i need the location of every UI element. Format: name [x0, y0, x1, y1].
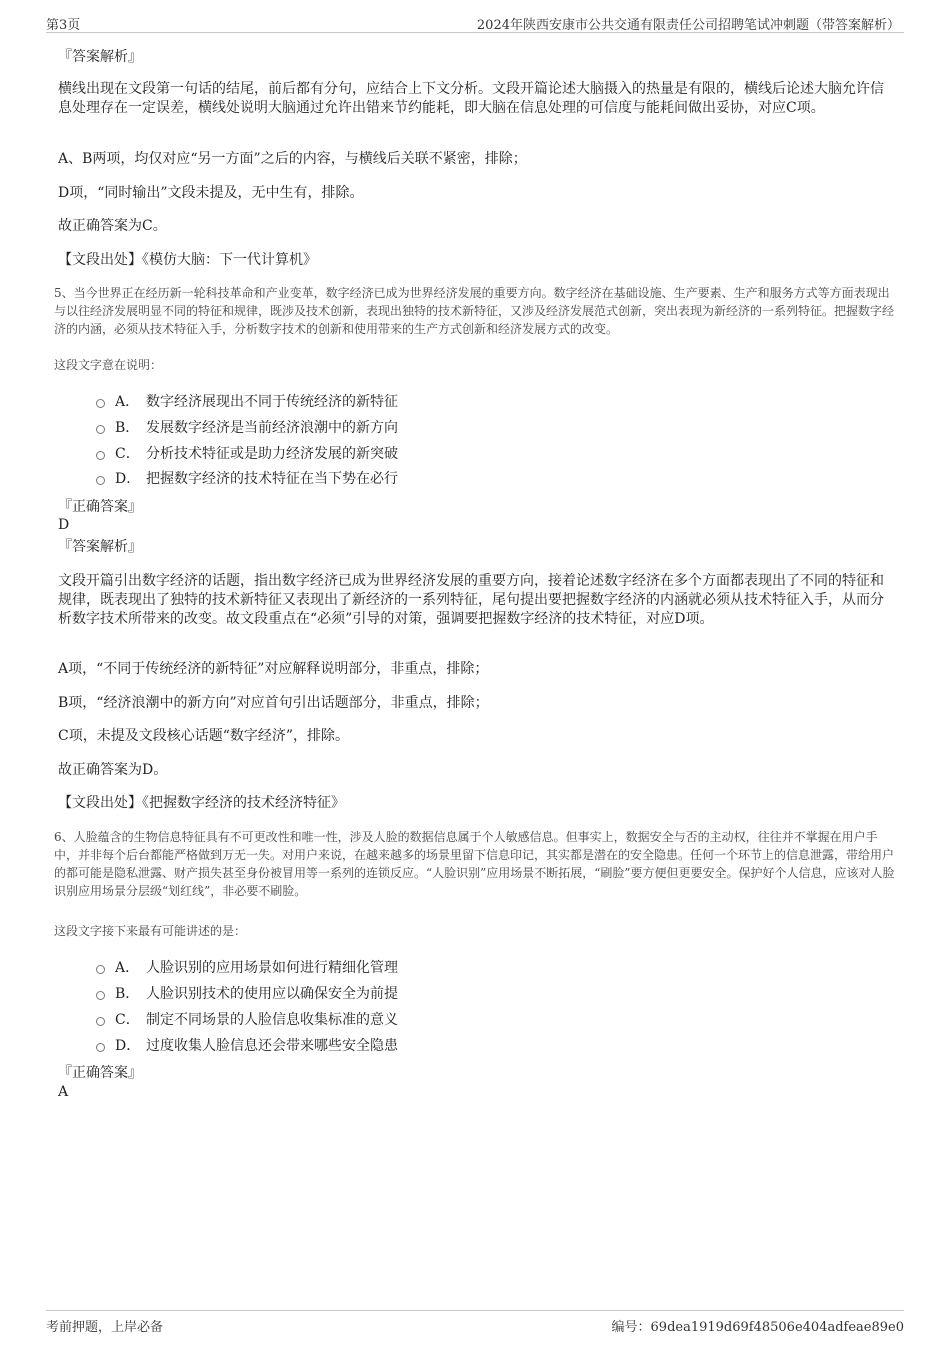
answer-analysis-text: 横线出现在文段第一句话的结尾，前后都有分句，应结合上下文分析。文段开篇论述大脑摄入的热量是有限的，横线后论述大脑允许信息处理存在一定误差，横线处说明大脑通过允许出错来节约能耗，即大脑在信息处理的可信度与能耗间做出妥协，对应C项。 — [58, 81, 884, 116]
question-6-stem: 6、人脸蕴含的生物信息特征具有不可更改性和唯一性，涉及人脸的数据信息属于个人敏感信息。但事实上，数据安全与否的主动权，往往并不掌握在用户手中，并非每个后台都能严格做到万无一失。对用户来说，在越来越多的场景里留下信息印记，其实都是潜在的安全隐患。任何一个环节上的信息泄露，带给用户的都可能是隐私泄露、财产损失甚至身份被冒用等一系列的连锁反应。“人脸识别”应用场景不断拓展，“刷脸”要方便但更要安全。保护好个人信息，应该对人脸识别应用场景分层级“划红线”，非必要不刷脸。 — [54, 830, 895, 898]
radio-button-icon[interactable] — [96, 476, 105, 485]
radio-button-icon[interactable] — [96, 451, 105, 460]
radio-button-icon[interactable] — [96, 399, 105, 408]
page-header — [46, 12, 904, 33]
analysis-option-a: A项，“不同于传统经济的新特征”对应解释说明部分，非重点，排除； — [58, 661, 489, 677]
answer-analysis-text: 文段开篇引出数字经济的话题，指出数字经济已成为世界经济发展的重要方向，接着论述数字经济在多个方面都表现出了不同的特征和规律，既表现出了独特的技术新特征又表现出了新经济的一系列特征，尾句提出要把握数字经济的内涵就必须从技术特征入手，从而分析数字技术所带来的改变。故文段重点在“必须”引导的对策，强调要把握数字经济的技术特征，对应D项。 — [58, 573, 884, 627]
question-6-prompt: 这段文字接下来最有可能讲述的是： — [54, 924, 247, 938]
correct-answer-label: 『正确答案』 — [58, 499, 142, 515]
analysis-option-c: C项，未提及文段核心话题“数字经济”，排除。 — [58, 728, 350, 744]
radio-button-icon[interactable] — [96, 1017, 105, 1026]
page-number: 第3页 — [46, 18, 81, 33]
radio-button-icon[interactable] — [96, 425, 105, 434]
radio-button-icon[interactable] — [96, 965, 105, 974]
correct-answer-value: A — [58, 1084, 69, 1100]
question-5-prompt: 这段文字意在说明： — [54, 358, 163, 372]
analysis-conclusion: 故正确答案为D。 — [58, 762, 168, 778]
analysis-option-d: D项，“同时输出”文段未提及，无中生有，排除。 — [58, 185, 364, 201]
answer-analysis-label: 『答案解析』 — [58, 49, 142, 65]
analysis-option-ab: A、B两项，均仅对应“另一方面”之后的内容，与横线后关联不紧密，排除； — [58, 151, 527, 167]
correct-answer-label: 『正确答案』 — [58, 1065, 142, 1081]
question-5-stem: 5、当今世界正在经历新一轮科技革命和产业变革，数字经济已成为世界经济发展的重要方向。数字经济在基础设施、生产要素、生产和服务方式等方面表现出与以往经济发展明显不同的特征和规律，既涉及技术创新，表现出独特的技术新特征，又涉及经济发展范式创新，突出表现为新经济的一系列特征。把握数字经济的内涵，必须从技术特征入手，分析数字技术的创新和使用带来的生产方式创新和经济发展方式的改变。 — [54, 286, 895, 336]
passage-source: 【文段出处】《模仿大脑：下一代计算机》 — [58, 252, 317, 268]
passage-source: 【文段出处】《把握数字经济的技术经济特征》 — [58, 795, 345, 811]
footer-slogan: 考前押题，上岸必备 — [46, 1320, 164, 1335]
answer-analysis-label: 『答案解析』 — [58, 539, 142, 555]
analysis-option-b: B项，“经济浪潮中的新方向”对应首句引出话题部分，非重点，排除； — [58, 695, 489, 711]
correct-answer-value: D — [58, 517, 70, 533]
analysis-conclusion: 故正确答案为C。 — [58, 218, 167, 234]
radio-button-icon[interactable] — [96, 991, 105, 1000]
radio-button-icon[interactable] — [96, 1043, 105, 1052]
document-title: 2024年陕西安康市公共交通有限责任公司招聘笔试冲刺题（带答案解析） — [476, 18, 900, 33]
page-footer — [46, 1310, 904, 1335]
document-id: 编号：69dea1919d69f48506e404adfeae89e0 — [611, 1320, 904, 1335]
